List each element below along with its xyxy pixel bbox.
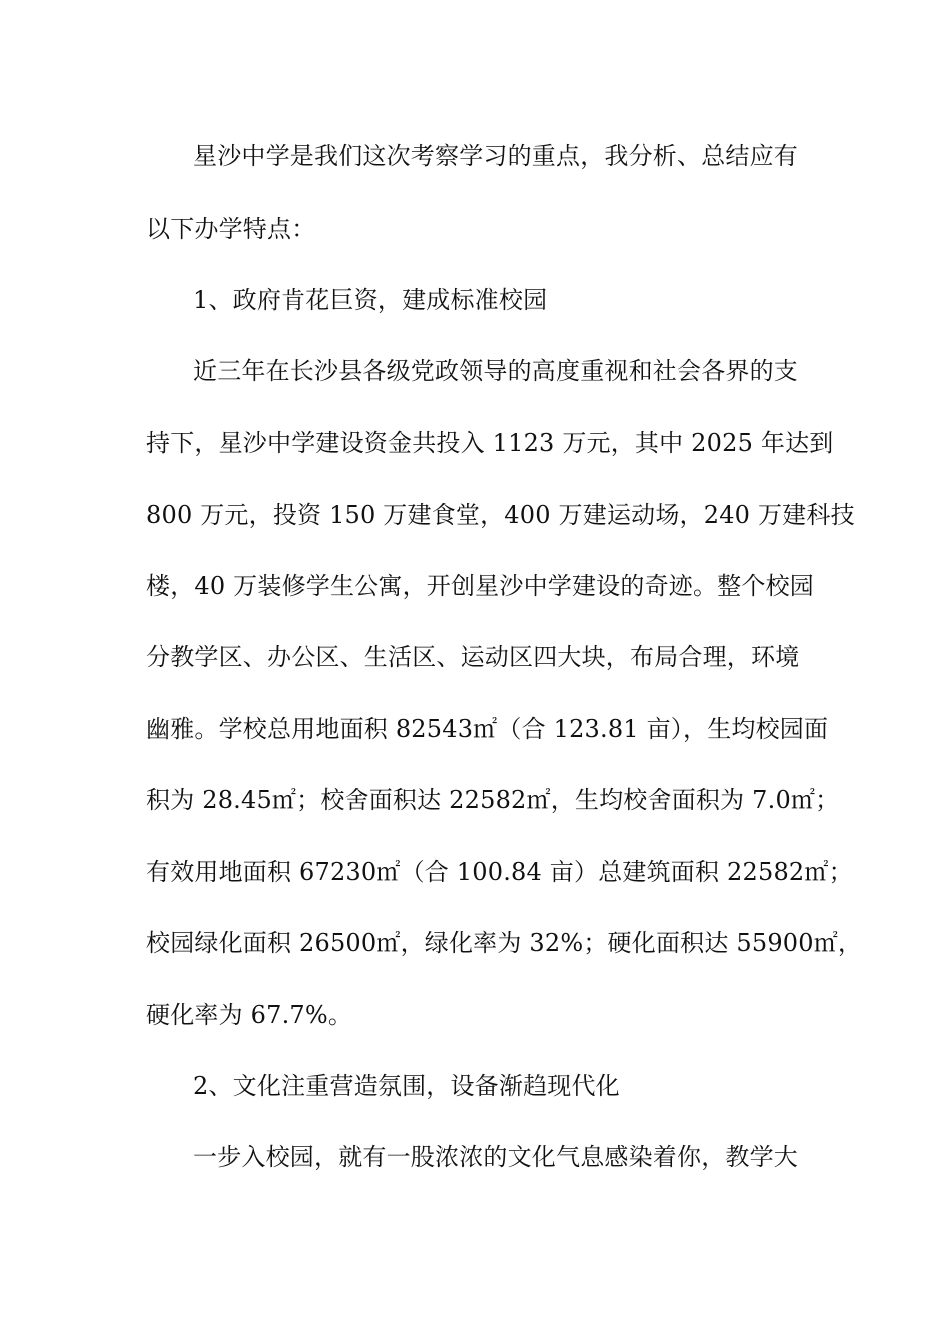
paragraph-1-line-7: 积为 28.45㎡；校舍面积达 22582㎡，生均校舍面积为 7.0㎡；: [146, 786, 840, 814]
paragraph-1-line-2: 持下，星沙中学建设资金共投入 1123 万元，其中 2025 年达到: [146, 429, 834, 457]
paragraph-2-line-1: 一步入校园，就有一股浓浓的文化气息感染着你，教学大: [193, 1143, 798, 1171]
paragraph-1-line-5: 分教学区、办公区、生活区、运动区四大块，布局合理，环境: [146, 643, 800, 671]
paragraph-1-line-4: 楼，40 万装修学生公寓，开创星沙中学建设的奇迹。整个校园: [146, 572, 814, 600]
paragraph-1-line-10: 硬化率为 67.7%。: [146, 1001, 353, 1029]
paragraph-1-line-8: 有效用地面积 67230㎡（合 100.84 亩）总建筑面积 22582㎡；: [146, 858, 853, 886]
paragraph-1-line-3: 800 万元，投资 150 万建食堂，400 万建运动场，240 万建科技: [146, 501, 855, 529]
section-heading-1: 1、政府肯花巨资，建成标准校园: [193, 286, 548, 314]
section-heading-2: 2、文化注重营造氛围，设备渐趋现代化: [193, 1072, 620, 1100]
paragraph-1-line-9: 校园绿化面积 26500㎡，绿化率为 32%；硬化面积达 55900㎡，: [146, 929, 863, 957]
paragraph-1-line-1: 近三年在长沙县各级党政领导的高度重视和社会各界的支: [193, 357, 798, 385]
paragraph-intro-line-2: 以下办学特点：: [146, 215, 316, 243]
paragraph-1-line-6: 幽雅。学校总用地面积 82543㎡（合 123.81 亩），生均校园面: [146, 715, 829, 743]
paragraph-intro-line-1: 星沙中学是我们这次考察学习的重点，我分析、总结应有: [193, 142, 798, 170]
